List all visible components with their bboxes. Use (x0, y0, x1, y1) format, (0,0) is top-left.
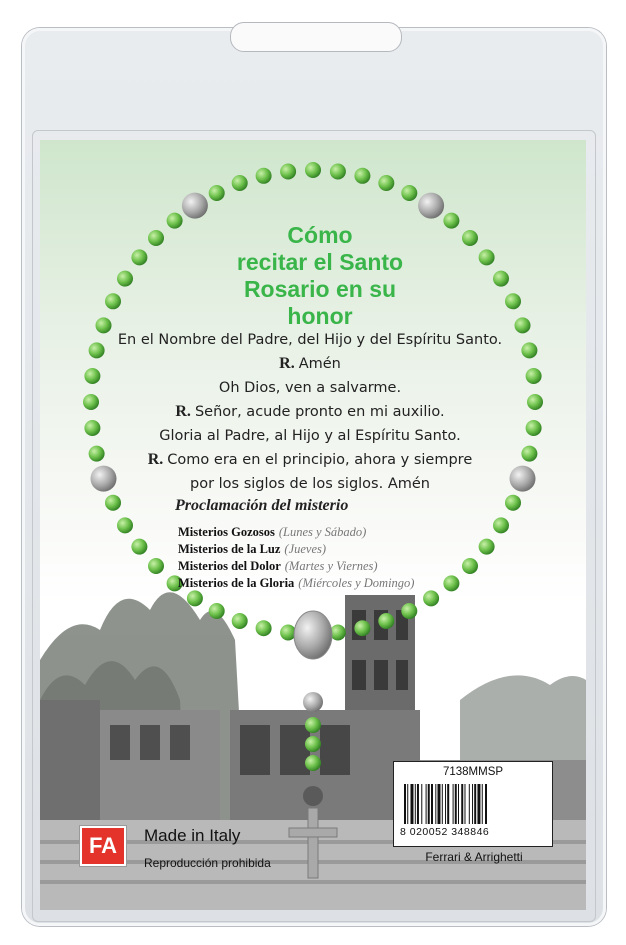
made-in-label: Made in Italy (144, 826, 241, 845)
prayer-line-text: Amén (298, 356, 341, 372)
rosary-bead (232, 175, 248, 191)
barcode-bar (447, 784, 449, 824)
barcode-bar (437, 784, 440, 824)
mystery-item (178, 575, 414, 592)
mystery-days: (Lunes y Sábado) (278, 525, 367, 539)
barcode-bar (474, 784, 476, 824)
rosary-bead (401, 185, 417, 201)
rosary-bead (89, 446, 105, 462)
barcode-label (393, 761, 553, 847)
rosary-bead (462, 558, 478, 574)
rosary-bead (354, 620, 370, 636)
barcode-bar (464, 784, 465, 824)
rosary-bead (479, 539, 495, 555)
rosary-bead (330, 164, 346, 180)
mystery-item (178, 558, 414, 575)
mystery-name: Misterios Gozosos (178, 525, 275, 539)
rosary-bead (521, 446, 537, 462)
barcode-bar (472, 784, 473, 824)
prayer-line (110, 352, 510, 376)
rosary-bead (526, 420, 542, 436)
prayer-text (110, 328, 510, 496)
barcode-bar (453, 784, 454, 824)
prayer-line-text: Como era en el principio, ahora y siempre (167, 452, 473, 468)
mystery-days: (Martes y Viernes) (284, 559, 378, 573)
rosary-bead (83, 394, 99, 410)
rosary-bead (505, 293, 521, 309)
rosary-bead (443, 213, 459, 229)
barcode-bar (482, 784, 483, 824)
prayer-line (110, 328, 510, 352)
rosary-bead (443, 575, 459, 591)
reproduction-notice: Reproducción prohibida (144, 856, 271, 870)
rosary-bead (84, 420, 100, 436)
rosary-bead (515, 317, 531, 333)
prayer-line-text: por los siglos de los siglos. Amén (190, 476, 430, 492)
response-marker: R. (279, 355, 295, 372)
response-marker: R. (147, 451, 164, 468)
rosary-bead (462, 230, 478, 246)
rosary-bead (167, 213, 183, 229)
proclamation-heading: Proclamación del misterio (175, 497, 349, 514)
barcode-bar (455, 784, 457, 824)
barcode-bar (421, 784, 422, 824)
rosary-bead (493, 271, 509, 287)
mystery-days: (Miércoles y Domingo) (298, 576, 415, 590)
rosary-bead (378, 613, 394, 629)
fa-logo-icon: FA (80, 826, 126, 866)
rosary-bead (305, 717, 321, 733)
barcode-bar (469, 784, 470, 824)
rosary-bead (131, 539, 147, 555)
barcode-bar (404, 784, 406, 824)
barcode-bar (442, 784, 443, 824)
card-title (220, 222, 420, 330)
mysteries-list (178, 524, 414, 592)
barcode-bar (410, 784, 413, 824)
rosary-bead (209, 603, 225, 619)
rosary-bead (354, 168, 370, 184)
rosary-bead (493, 517, 509, 533)
rosary-bead (280, 164, 296, 180)
mystery-name: Misterios de la Gloria (178, 576, 295, 590)
rosary-bead (526, 368, 542, 384)
rosary-bead (89, 342, 105, 358)
barcode-bar (428, 784, 430, 824)
rosary-bead (423, 590, 439, 606)
rosary-bead (505, 495, 521, 511)
brand-name: Ferrari & Arrighetti (425, 850, 523, 864)
barcode-bar (485, 784, 487, 824)
rosary-bead (418, 193, 444, 219)
prayer-line-text: Gloria al Padre, al Hijo y al Espíritu Santo. (159, 428, 461, 444)
prayer-line (110, 400, 510, 424)
rosary-bead (117, 517, 133, 533)
rosary-bead (232, 613, 248, 629)
title-line: recitar el Santo (236, 249, 404, 275)
rosary-bead (117, 271, 133, 287)
prayer-line (110, 376, 510, 400)
rosary-bead (510, 466, 536, 492)
barcode-bar (477, 784, 480, 824)
barcode-bar (461, 784, 463, 824)
prayer-line (110, 448, 510, 472)
rosary-bead (303, 786, 323, 806)
rosary-bead (401, 603, 417, 619)
rosary-bead (305, 736, 321, 752)
rosary-bead (303, 692, 323, 712)
rosary-bead (182, 193, 208, 219)
barcode-bar (458, 784, 459, 824)
rosary-bead (378, 175, 394, 191)
mystery-name: Misterios de la Luz (178, 542, 281, 556)
product-code: 7138MMSP (442, 766, 504, 778)
mystery-item (178, 524, 414, 541)
barcode-bar (435, 784, 436, 824)
rosary-bead (256, 620, 272, 636)
mystery-days: (Jueves) (284, 542, 327, 556)
barcode-bar (445, 784, 446, 824)
prayer-line (110, 472, 510, 496)
rosary-bead (305, 162, 321, 178)
prayer-line-text: Señor, acude pronto en mi auxilio. (194, 404, 445, 420)
rosary-bead (148, 558, 164, 574)
rosary-bead (305, 755, 321, 771)
barcode-bar (417, 784, 419, 824)
prayer-line-text: Oh Dios, ven a salvarme. (218, 380, 402, 396)
response-marker: R. (175, 403, 191, 420)
rosary-bead (256, 168, 272, 184)
barcode-bar (407, 784, 408, 824)
rosary-bead (527, 394, 543, 410)
rosary-bead (105, 293, 121, 309)
rosary-bead (187, 590, 203, 606)
rosary-bead (84, 368, 100, 384)
rosary-bead (479, 249, 495, 265)
rosary-bead (148, 230, 164, 246)
rosary-bead (131, 249, 147, 265)
title-line: Cómo (287, 222, 353, 248)
rosary-bead (521, 342, 537, 358)
barcode-bar (415, 784, 416, 824)
barcode-bar (431, 784, 433, 824)
prayer-line-text: En el Nombre del Padre, del Hijo y del Espíritu Santo. (117, 332, 503, 348)
rosary-bead (209, 185, 225, 201)
rosary-bead (105, 495, 121, 511)
mystery-name: Misterios del Dolor (178, 559, 281, 573)
hang-hole (230, 22, 402, 52)
barcode-bar (426, 784, 427, 824)
barcode-icon (404, 784, 542, 824)
prayer-line (110, 424, 510, 448)
mystery-item (178, 541, 414, 558)
barcode-digits: 8 020052 348846 (400, 826, 490, 838)
medal-icon (294, 611, 332, 659)
title-line: Rosario en su honor (243, 276, 397, 329)
